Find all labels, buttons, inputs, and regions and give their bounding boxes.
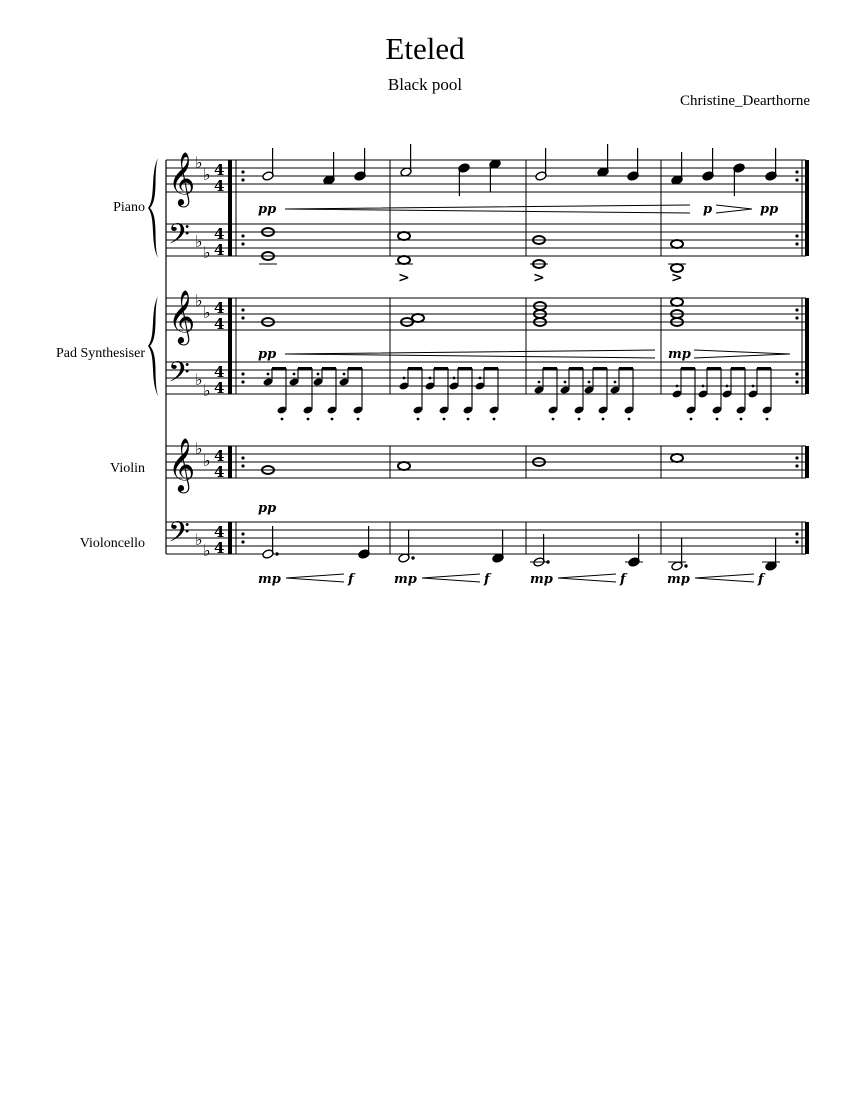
flat-icon: ♭ xyxy=(195,370,203,389)
repeat-dot xyxy=(795,308,798,311)
brace-piano xyxy=(148,158,158,258)
dynamic-pp: pp xyxy=(258,501,277,516)
repeat-dot xyxy=(795,532,798,535)
repeat-dot xyxy=(795,540,798,543)
flat-icon: ♭ xyxy=(203,165,211,184)
beam xyxy=(619,367,633,370)
repeat-dot xyxy=(241,178,244,181)
accent-mark: > xyxy=(398,270,410,286)
dynamic-pp: pp xyxy=(258,347,277,362)
beam xyxy=(593,367,607,370)
whole-note xyxy=(671,454,683,462)
repeat-dot xyxy=(795,372,798,375)
beam xyxy=(434,367,448,370)
time-signature-top: 4 xyxy=(214,363,225,381)
dynamic-mp: mp xyxy=(668,347,691,362)
beam xyxy=(731,367,745,370)
repeat-dot xyxy=(241,464,244,467)
whole-note xyxy=(412,314,424,322)
time-signature-bottom: 4 xyxy=(214,379,225,397)
repeat-dot xyxy=(241,380,244,383)
bass-clef-icon: 𝄢 xyxy=(168,516,190,556)
beam xyxy=(681,367,695,370)
crescendo-hairpin xyxy=(286,574,344,582)
staccato-dot xyxy=(417,418,420,421)
staccato-dot xyxy=(716,418,719,421)
clefs xyxy=(168,151,224,560)
repeat-dot xyxy=(241,170,244,173)
crescendo-hairpin xyxy=(285,205,690,213)
flat-icon: ♭ xyxy=(203,243,211,262)
repeat-dot xyxy=(241,540,244,543)
treble-clef-icon: 𝄞 xyxy=(168,289,196,343)
whole-note xyxy=(398,462,410,470)
treble-clef-icon: 𝄞 xyxy=(168,151,196,205)
treble-clef-icon: 𝄞 xyxy=(168,437,196,491)
beam xyxy=(458,367,472,370)
time-signature-bottom: 4 xyxy=(214,463,225,481)
staccato-dot xyxy=(564,381,567,384)
staccato-dot xyxy=(343,373,346,376)
repeat-dot xyxy=(795,464,798,467)
staccato-dot xyxy=(453,377,456,380)
staccato-dot xyxy=(281,418,284,421)
beam xyxy=(569,367,583,370)
time-signature-top: 4 xyxy=(214,299,225,317)
staccato-dot xyxy=(628,418,631,421)
instrument-label-violoncello: Violoncello xyxy=(79,536,145,551)
beam xyxy=(408,367,422,370)
staccato-dot xyxy=(726,385,729,388)
repeat-dot xyxy=(795,242,798,245)
instrument-label-pad-synthesiser: Pad Synthesiser xyxy=(55,346,145,361)
beam xyxy=(757,367,771,370)
repeat-end-thick xyxy=(805,446,809,478)
instrument-label-violin: Violin xyxy=(110,461,145,476)
flat-icon: ♭ xyxy=(195,232,203,251)
beam xyxy=(348,367,362,370)
staccato-dot xyxy=(614,381,617,384)
augmentation-dot xyxy=(684,564,687,567)
decrescendo-hairpin xyxy=(716,205,752,213)
staccato-dot xyxy=(467,418,470,421)
flat-icon: ♭ xyxy=(203,303,211,322)
repeat-dot xyxy=(795,234,798,237)
score-title: Eteled xyxy=(385,31,465,66)
flat-icon: ♭ xyxy=(203,541,211,560)
staccato-dot xyxy=(676,385,679,388)
repeat-start-thick xyxy=(228,160,232,256)
beam xyxy=(298,367,312,370)
staccato-dot xyxy=(307,418,310,421)
repeat-dot xyxy=(795,380,798,383)
brace-pad xyxy=(148,296,158,396)
dynamic-f: f xyxy=(758,572,764,587)
repeat-dot xyxy=(241,456,244,459)
staccato-dot xyxy=(403,377,406,380)
flat-icon: ♭ xyxy=(195,530,203,549)
whole-note xyxy=(398,232,410,240)
repeat-end-thick xyxy=(805,298,809,394)
repeat-dot xyxy=(241,372,244,375)
beam xyxy=(484,367,498,370)
staccato-dot xyxy=(690,418,693,421)
time-signature-bottom: 4 xyxy=(214,177,225,195)
beam xyxy=(543,367,557,370)
staccato-dot xyxy=(552,418,555,421)
repeat-dot xyxy=(241,234,244,237)
flat-icon: ♭ xyxy=(203,451,211,470)
bass-clef-icon: 𝄢 xyxy=(168,356,190,396)
repeat-dot xyxy=(795,170,798,173)
repeat-dot xyxy=(795,456,798,459)
dynamic-mp: mp xyxy=(530,572,553,587)
beam xyxy=(707,367,721,370)
repeat-dot xyxy=(241,242,244,245)
dynamic-mp: mp xyxy=(667,572,690,587)
repeat-end-thick xyxy=(805,160,809,256)
time-signature-bottom: 4 xyxy=(214,315,225,333)
staccato-dot xyxy=(267,373,270,376)
time-signature-bottom: 4 xyxy=(214,241,225,259)
staccato-dot xyxy=(602,418,605,421)
time-signature-top: 4 xyxy=(214,225,225,243)
repeat-start-thick xyxy=(228,522,232,554)
repeat-dot xyxy=(241,316,244,319)
whole-note xyxy=(671,298,683,306)
dynamic-mp: mp xyxy=(394,572,417,587)
dynamic-p: p xyxy=(703,202,713,217)
whole-note xyxy=(671,240,683,248)
flat-icon: ♭ xyxy=(203,381,211,400)
instrument-label-piano: Piano xyxy=(113,200,145,215)
time-signature-top: 4 xyxy=(214,161,225,179)
staccato-dot xyxy=(493,418,496,421)
time-signature-top: 4 xyxy=(214,447,225,465)
dynamic-f: f xyxy=(620,572,626,587)
repeat-dot xyxy=(241,532,244,535)
decrescendo-hairpin xyxy=(694,350,790,358)
whole-note xyxy=(398,256,410,264)
crescendo-hairpin xyxy=(695,574,754,582)
staccato-dot xyxy=(538,381,541,384)
beam xyxy=(322,367,336,370)
repeat-dot xyxy=(795,316,798,319)
composer-name: Christine_Dearthorne xyxy=(680,93,810,109)
crescendo-hairpin xyxy=(285,350,655,358)
staccato-dot xyxy=(293,373,296,376)
staccato-dot xyxy=(752,385,755,388)
dynamic-pp: pp xyxy=(258,202,277,217)
repeat-start-thick xyxy=(228,298,232,394)
accent-mark: > xyxy=(671,270,683,286)
staccato-dot xyxy=(740,418,743,421)
accent-mark: > xyxy=(533,270,545,286)
staccato-dot xyxy=(357,418,360,421)
repeat-start-thick xyxy=(228,446,232,478)
augmentation-dot xyxy=(411,556,414,559)
beam xyxy=(272,367,286,370)
repeat-end-thick xyxy=(805,522,809,554)
score-subtitle: Black pool xyxy=(387,75,463,94)
staccato-dot xyxy=(317,373,320,376)
repeat-dot xyxy=(241,308,244,311)
dynamic-f: f xyxy=(484,572,490,587)
bass-clef-icon: 𝄢 xyxy=(168,218,190,258)
flat-icon: ♭ xyxy=(195,153,203,172)
time-signature-top: 4 xyxy=(214,523,225,541)
crescendo-hairpin xyxy=(558,574,616,582)
staccato-dot xyxy=(702,385,705,388)
staccato-dot xyxy=(429,377,432,380)
flat-icon: ♭ xyxy=(195,291,203,310)
staccato-dot xyxy=(443,418,446,421)
time-signature-bottom: 4 xyxy=(214,539,225,557)
staccato-dot xyxy=(766,418,769,421)
repeat-dot xyxy=(795,178,798,181)
staccato-dot xyxy=(479,377,482,380)
flat-icon: ♭ xyxy=(195,439,203,458)
dynamic-mp: mp xyxy=(258,572,281,587)
dynamic-f: f xyxy=(348,572,354,587)
staccato-dot xyxy=(578,418,581,421)
staccato-dot xyxy=(331,418,334,421)
staccato-dot xyxy=(588,381,591,384)
dynamic-pp: pp xyxy=(760,202,779,217)
crescendo-hairpin xyxy=(422,574,480,582)
augmentation-dot xyxy=(275,552,278,555)
